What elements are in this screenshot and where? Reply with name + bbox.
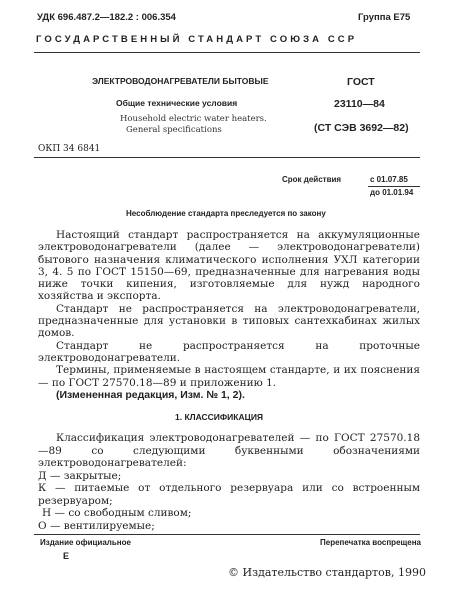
edition-letter: Е [63, 551, 70, 561]
english-title-line2: General specifications [126, 125, 222, 135]
official-edition: Издание официальное [40, 538, 131, 547]
validity-from: с 01.07.85 [370, 175, 408, 184]
classification-intro: Классификация электроводонагревателей — по ГОСТ 27570.18—89 со следующими буквенными обозначениями электроводонагревателей: [38, 432, 420, 469]
classification-text [38, 432, 420, 532]
validity-divider [368, 186, 420, 187]
penalty-note: Несоблюдение стандарта преследуется по закону [126, 209, 326, 218]
document-subtitle: Общие технические условия [116, 98, 238, 108]
validity-label: Срок действия [282, 175, 342, 184]
document-title: ЭЛЕКТРОВОДОНАГРЕВАТЕЛИ БЫТОВЫЕ [92, 76, 269, 86]
standard-banner: ГОСУДАРСТВЕННЫЙ СТАНДАРТ СОЮЗА ССР [36, 34, 358, 45]
okp-code: ОКП 34 6841 [38, 144, 101, 154]
group-code: Группа Е75 [358, 12, 411, 23]
title-rule [34, 157, 420, 158]
english-title-line1: Household electric water heaters. [120, 114, 267, 124]
section-heading-classification: 1. КЛАССИФИКАЦИЯ [175, 412, 264, 422]
footer-rule [34, 534, 420, 535]
paragraph-exclusion-cabins: Стандарт не распространяется на электроводонагреватели, предназначенные для установки в типовых сантехкабинах жилых домов. [38, 302, 420, 340]
publisher-copyright: © Издательство стандартов, 1990 [228, 566, 426, 579]
classification-item-k: К — питаемые от отдельного резервуара или со встроенным резервуаром; [38, 482, 420, 507]
classification-item-n: Н — со свободным сливом; [42, 507, 192, 519]
gost-number: 23110—84 [334, 98, 385, 110]
header-rule [34, 52, 420, 53]
validity-to: до 01.01.94 [370, 188, 414, 197]
body-text [38, 229, 420, 401]
udk-code: УДК 696.487.2—182.2 : 006.354 [37, 12, 176, 23]
paragraph-exclusion-flow: Стандарт не распространяется на проточные электроводонагреватели. [38, 339, 420, 364]
classification-item-d: Д — закрытые; [38, 469, 122, 482]
classification-item-o: О — вентилируемые; [38, 519, 155, 532]
paragraph-scope: Настоящий стандарт распространяется на аккумуляционные электроводонагреватели (далее — электроводонагреватели) бытового назначения климатического исполнения УХЛ категории 3, 4. 5 по ГОСТ 15150—69, предназначенные для нагревания воды ниже точки кипения, изготовляемые для нужд народного хозяйства и экспорта. [38, 229, 420, 303]
paragraph-amendment: (Измененная редакция, Изм. № 1, 2). [56, 388, 245, 401]
paragraph-terms: Термины, применяемые в настоящем стандарте, и их пояснения — по ГОСТ 27570.18—89 и приложению 1. [38, 364, 420, 389]
reprint-prohibited: Перепечатка воспрещена [320, 538, 421, 547]
gost-label: ГОСТ [347, 76, 375, 88]
st-sev-number: (СТ СЭВ 3692—82) [314, 122, 409, 134]
